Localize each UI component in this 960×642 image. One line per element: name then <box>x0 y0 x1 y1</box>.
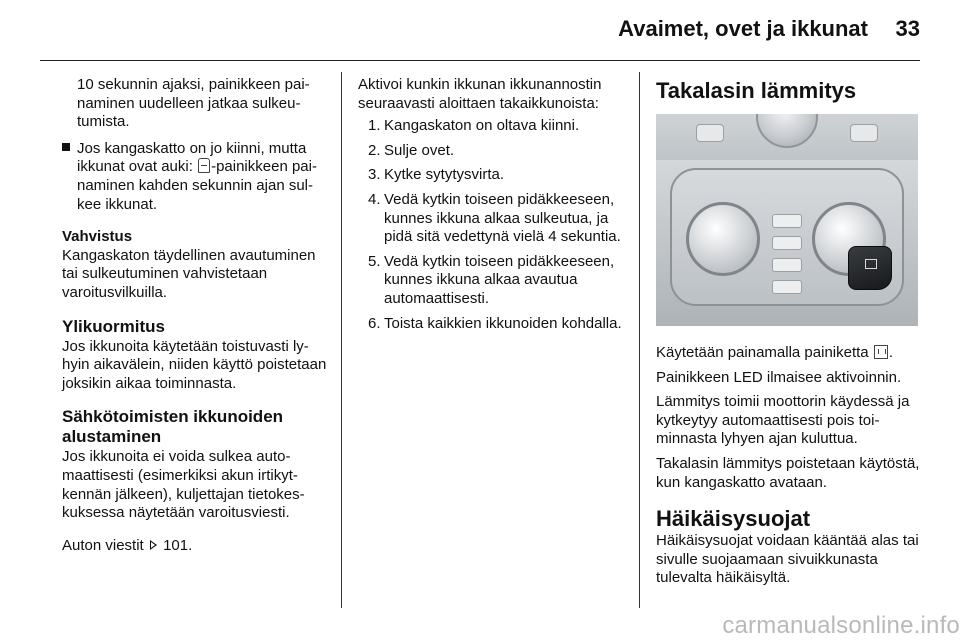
photo-temperature-knob <box>686 202 760 276</box>
step-text: Vedä kytkin toiseen pidäkkeeseen, kunnes ikkuna alkaa sulkeutua, ja pidä sitä vedettynä vielä 4 sekuntia. <box>384 190 621 246</box>
list-item <box>358 117 628 136</box>
initialization-intro: Aktivoi kunkin ikkunan ikkunannostin seuraavasti aloittaen takaikkunoista: <box>358 76 602 112</box>
step-number: 2. <box>368 141 381 159</box>
list-item <box>358 191 628 247</box>
bullet-square-icon <box>62 143 70 151</box>
step-number: 1. <box>368 117 381 135</box>
rear-heating-usage <box>656 344 924 363</box>
right-column <box>656 76 924 588</box>
reference-page: 101. <box>163 536 193 554</box>
column-divider <box>639 72 640 608</box>
step-number: 4. <box>368 190 381 208</box>
climate-control-panel-photo <box>656 114 918 326</box>
initialization-text: Jos ikkunoita ei voida sulkea automaattisesti (esimerkiksi akun irtikytkennän jälkeen), kuljettajan tietokeskuksessa näytetään varoitusviesti. <box>62 448 305 522</box>
page-header <box>0 0 960 62</box>
continuation-paragraph: 10 sekunnin ajaksi, painikkeen painaminen uudelleen jatkaa sulkeutumista. <box>77 76 310 131</box>
step-number: 3. <box>368 166 381 184</box>
bullet-text-start: Jos kangaskatto on jo kiinni, mutta ikkunat ovat auki: <box>77 139 307 176</box>
left-column <box>62 76 328 555</box>
list-item <box>358 142 628 161</box>
step-text: Kytke sytytysvirta. <box>384 166 505 184</box>
rear-heating-operation-text: Lämmitys toimii moottorin käydessä ja kytkeytyy automaattisesti pois toiminnasta lyhyen ajan kuluttua. <box>656 393 910 448</box>
photo-center-button <box>772 236 802 250</box>
confirmation-text: Kangaskaton täydellinen avautuminen tai sulkeutuminen vahvistetaan varoitusvilkuilla. <box>62 246 316 301</box>
photo-rear-heating-button <box>848 246 892 290</box>
overload-heading: Ylikuormitus <box>62 316 165 336</box>
column-divider <box>341 72 342 608</box>
bullet-text-end: -painikkeen painaminen kahden sekunnin ajan sulkee ikkunat. <box>77 158 317 213</box>
rear-heating-title: Takalasin lämmitys <box>656 78 857 103</box>
step-number: 5. <box>368 252 381 270</box>
confirmation-label: Vahvistus <box>62 228 133 246</box>
photo-center-button <box>772 214 802 228</box>
list-item <box>358 315 628 334</box>
step-text: Sulje ovet. <box>384 141 455 159</box>
sunroof-button-icon <box>198 158 210 173</box>
step-text: Kangaskaton on oltava kiinni. <box>384 117 580 135</box>
overload-text: Jos ikkunoita käytetään toistuvasti lyhyin aikavälein, niiden käyttö poistetaan joksikin aikaa toiminnasta. <box>62 337 327 392</box>
sun-visors-title: Häikäisysuojat <box>656 506 811 532</box>
step-text: Vedä kytkin toiseen pidäkkeeseen, kunnes ikkuna alkaa avautua automaattisesti. <box>384 252 615 307</box>
photo-center-button <box>772 280 802 294</box>
photo-upper-button <box>850 124 878 142</box>
middle-column <box>358 76 628 339</box>
bullet-item <box>62 140 328 214</box>
header-rule <box>40 60 920 61</box>
rear-heating-deactivation-text: Takalasin lämmitys poistetaan käytöstä, kun kangaskatto avataan. <box>656 454 920 491</box>
rear-window-heating-icon <box>865 259 877 269</box>
sun-visors-text: Häikäisysuojat voidaan kääntää alas tai sivulle suojaamaan sivuikkunasta tulevalta häikäisyltä. <box>656 532 919 587</box>
step-number: 6. <box>368 314 381 332</box>
page-reference-icon <box>150 540 157 550</box>
list-item <box>358 253 628 309</box>
initialization-heading: Sähkötoimisten ikkunoiden alustaminen <box>62 407 284 447</box>
rear-window-heating-icon <box>874 345 888 359</box>
list-item <box>358 166 628 185</box>
rear-heating-led-text: Painikkeen LED ilmaisee aktivoinnin. <box>656 368 902 386</box>
usage-text-start: Käytetään painamalla painiketta <box>656 344 873 361</box>
step-list <box>358 117 628 333</box>
chapter-title: Avaimet, ovet ja ikkunat <box>618 16 868 41</box>
vehicle-messages-reference <box>62 537 328 556</box>
usage-text-end: . <box>888 344 893 361</box>
watermark: carmanualsonline.info <box>722 612 960 639</box>
reference-text: Auton viestit <box>62 536 144 554</box>
step-text: Toista kaikkien ikkunoiden kohdalla. <box>384 314 622 332</box>
photo-center-button <box>772 258 802 272</box>
photo-upper-button <box>696 124 724 142</box>
page-number: 33 <box>895 16 920 41</box>
